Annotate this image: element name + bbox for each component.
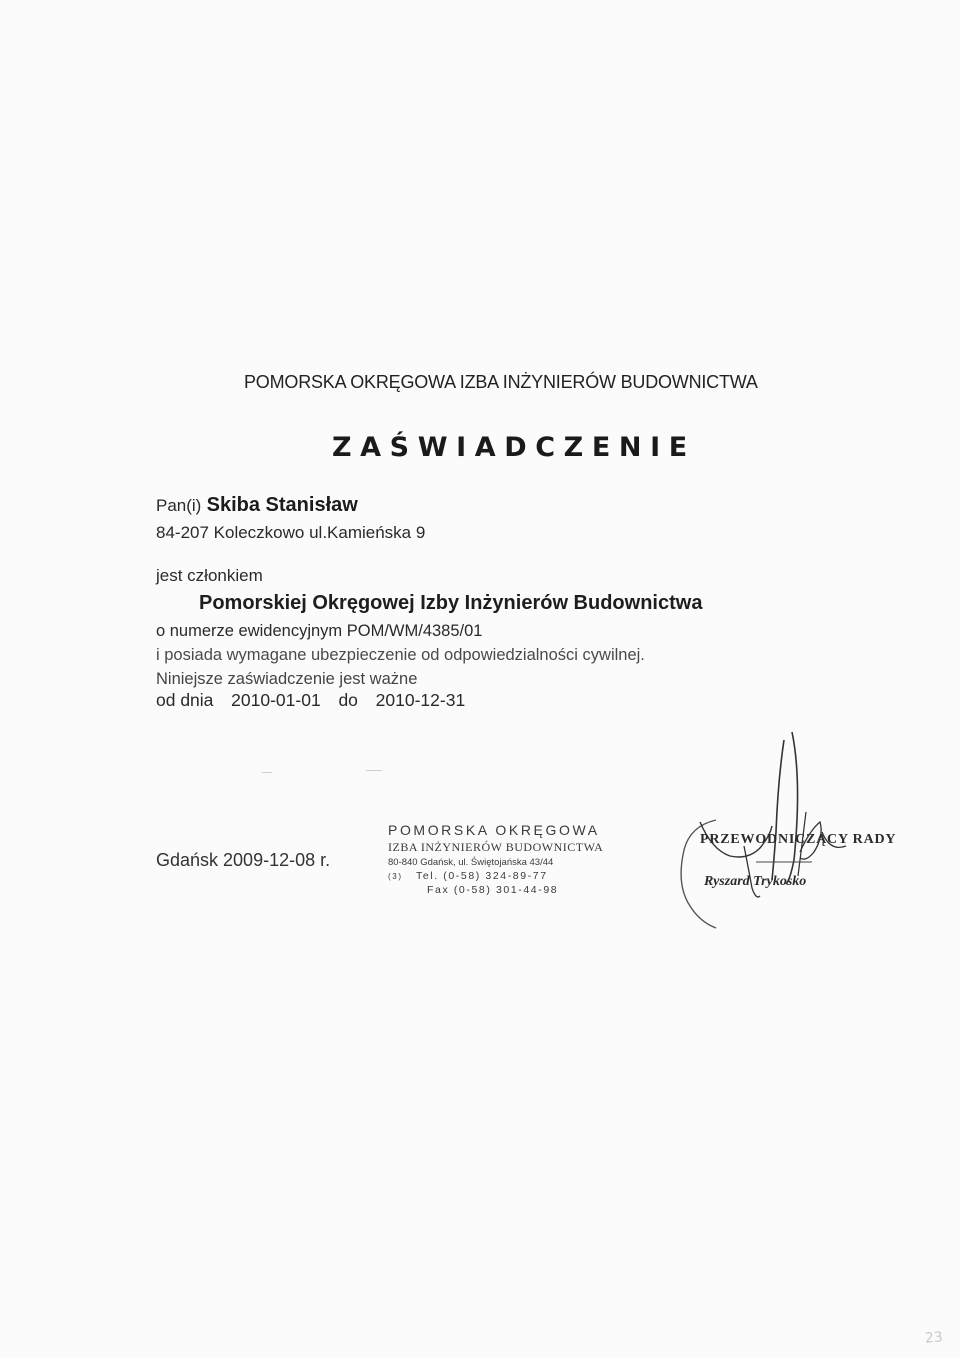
stamp-fax: Fax (0-58) 301-44-98 bbox=[427, 884, 559, 896]
signatory-title: PRZEWODNICZĄCY RADY bbox=[700, 832, 897, 847]
membership-label: jest członkiem bbox=[156, 566, 263, 585]
validity-label: Niniejsze zaświadczenie jest ważne bbox=[156, 670, 418, 688]
registration-number: o numerze ewidencyjnym POM/WM/4385/01 bbox=[156, 622, 483, 640]
recipient-name: Skiba Stanisław bbox=[206, 494, 358, 516]
page-corner-mark: 23 bbox=[924, 1329, 944, 1347]
stamp-phone: Tel. (0-58) 324-89-77 bbox=[416, 870, 548, 882]
organization-header: POMORSKA OKRĘGOWA IZBA INŻYNIERÓW BUDOWNICTWA bbox=[244, 372, 758, 392]
recipient-prefix: Pan(i) bbox=[156, 496, 202, 515]
document-title: ZAŚWIADCZENIE bbox=[332, 432, 696, 463]
valid-from-label: od dnia bbox=[156, 690, 214, 710]
valid-to-label: do bbox=[338, 690, 358, 710]
stamp-address: 80-840 Gdańsk, ul. Świętojańska 43/44 bbox=[388, 857, 554, 868]
place-and-date: Gdańsk 2009-12-08 r. bbox=[156, 850, 331, 870]
signatory-name: Ryszard Trykosko bbox=[704, 874, 807, 889]
stamp-number: (3) bbox=[388, 872, 403, 881]
chamber-name: Pomorskiej Okręgowej Izby Inżynierów Budownictwa bbox=[199, 592, 703, 614]
insurance-statement: i posiada wymagane ubezpieczenie od odpowiedzialności cywilnej. bbox=[156, 646, 645, 664]
valid-from-date: 2010-01-01 bbox=[231, 690, 321, 710]
stamp-line-1: POMORSKA OKRĘGOWA bbox=[388, 822, 600, 838]
valid-to-date: 2010-12-31 bbox=[375, 690, 466, 710]
stamp-line-2: IZBA INŻYNIERÓW BUDOWNICTWA bbox=[388, 840, 604, 854]
recipient-address: 84-207 Koleczkowo ul.Kamieńska 9 bbox=[156, 523, 426, 542]
